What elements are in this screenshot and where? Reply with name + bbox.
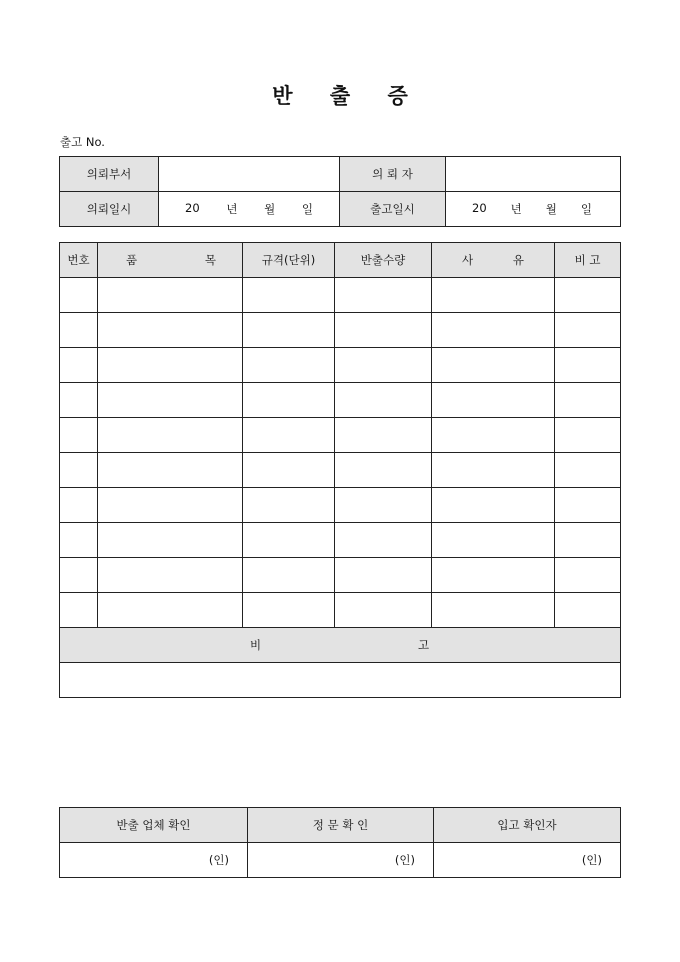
row-reason-cell[interactable] — [432, 278, 555, 313]
row-spec-cell[interactable] — [243, 348, 335, 383]
row-item-cell[interactable] — [98, 278, 243, 313]
header-reason-b: 유 — [512, 253, 524, 267]
request-date-label: 의뢰일시 — [60, 192, 159, 227]
remarks-body-row — [60, 663, 621, 698]
doc-no-label: 출고 No. — [60, 135, 105, 149]
request-dept-label: 의뢰부서 — [60, 157, 159, 192]
row-reason-cell[interactable] — [432, 488, 555, 523]
remarks-label-b: 고 — [418, 638, 430, 652]
row-spec-cell[interactable] — [243, 593, 335, 628]
row-no-cell[interactable] — [60, 453, 98, 488]
seal-mark: (인) — [208, 853, 229, 867]
row-note-cell[interactable] — [555, 418, 621, 453]
row-no-cell[interactable] — [60, 558, 98, 593]
row-qty-cell[interactable] — [335, 313, 432, 348]
table-row — [60, 453, 621, 488]
row-qty-cell[interactable] — [335, 488, 432, 523]
confirm-seal-row — [60, 843, 621, 878]
request-month-label: 월 — [264, 202, 276, 216]
row-qty-cell[interactable] — [335, 278, 432, 313]
request-year-prefix: 20 — [185, 201, 200, 215]
receiver-confirm-label: 입고 확인자 — [434, 808, 621, 843]
remarks-header — [60, 628, 621, 663]
row-reason-cell[interactable] — [432, 418, 555, 453]
row-note-cell[interactable] — [555, 383, 621, 418]
row-note-cell[interactable] — [555, 313, 621, 348]
release-day-label: 일 — [580, 202, 592, 216]
header-reason-a: 사 — [462, 253, 474, 267]
row-item-cell[interactable] — [98, 453, 243, 488]
table-row — [60, 593, 621, 628]
header-note: 비 고 — [555, 243, 621, 278]
row-note-cell[interactable] — [555, 278, 621, 313]
header-item-a: 품 — [126, 253, 138, 267]
row-note-cell[interactable] — [555, 523, 621, 558]
header-item-b: 목 — [204, 253, 216, 267]
row-spec-cell[interactable] — [243, 313, 335, 348]
row-qty-cell[interactable] — [335, 348, 432, 383]
row-spec-cell[interactable] — [243, 488, 335, 523]
row-note-cell[interactable] — [555, 488, 621, 523]
title-char-1: 반 — [272, 83, 293, 108]
row-qty-cell[interactable] — [335, 558, 432, 593]
row-item-cell[interactable] — [98, 558, 243, 593]
remarks-area[interactable] — [60, 663, 621, 698]
header-qty: 반출수량 — [335, 243, 432, 278]
row-qty-cell[interactable] — [335, 523, 432, 558]
seal-mark: (인) — [581, 853, 602, 867]
gate-confirm-label: 정 문 확 인 — [248, 808, 434, 843]
row-qty-cell[interactable] — [335, 593, 432, 628]
row-note-cell[interactable] — [555, 593, 621, 628]
row-item-cell[interactable] — [98, 313, 243, 348]
row-no-cell[interactable] — [60, 523, 98, 558]
row-no-cell[interactable] — [60, 488, 98, 523]
release-date-field[interactable] — [446, 192, 621, 227]
info-row-2 — [60, 192, 621, 227]
row-reason-cell[interactable] — [432, 558, 555, 593]
request-dept-field[interactable] — [159, 157, 340, 192]
row-item-cell[interactable] — [98, 418, 243, 453]
row-reason-cell[interactable] — [432, 313, 555, 348]
row-no-cell[interactable] — [60, 593, 98, 628]
row-no-cell[interactable] — [60, 418, 98, 453]
row-item-cell[interactable] — [98, 348, 243, 383]
vendor-seal-field[interactable] — [60, 843, 248, 878]
row-note-cell[interactable] — [555, 558, 621, 593]
row-note-cell[interactable] — [555, 453, 621, 488]
row-qty-cell[interactable] — [335, 418, 432, 453]
table-row — [60, 488, 621, 523]
row-spec-cell[interactable] — [243, 558, 335, 593]
table-row — [60, 278, 621, 313]
row-no-cell[interactable] — [60, 278, 98, 313]
row-spec-cell[interactable] — [243, 453, 335, 488]
row-note-cell[interactable] — [555, 348, 621, 383]
row-item-cell[interactable] — [98, 488, 243, 523]
row-item-cell[interactable] — [98, 383, 243, 418]
request-year-label: 년 — [226, 202, 238, 216]
row-reason-cell[interactable] — [432, 383, 555, 418]
release-year-label: 년 — [510, 202, 522, 216]
request-date-field[interactable] — [159, 192, 340, 227]
row-no-cell[interactable] — [60, 313, 98, 348]
release-date-label: 출고일시 — [340, 192, 446, 227]
gate-seal-field[interactable] — [248, 843, 434, 878]
items-table — [59, 242, 621, 698]
table-row — [60, 523, 621, 558]
seal-mark: (인) — [394, 853, 415, 867]
row-qty-cell[interactable] — [335, 383, 432, 418]
release-month-label: 월 — [545, 202, 557, 216]
table-row — [60, 418, 621, 453]
row-spec-cell[interactable] — [243, 523, 335, 558]
header-spec: 규격(단위) — [243, 243, 335, 278]
request-info-table — [59, 156, 621, 227]
row-reason-cell[interactable] — [432, 593, 555, 628]
release-year-prefix: 20 — [472, 201, 487, 215]
requester-label: 의 뢰 자 — [340, 157, 446, 192]
row-reason-cell[interactable] — [432, 348, 555, 383]
items-header-row — [60, 243, 621, 278]
title-char-2: 출 — [329, 83, 351, 108]
document-title — [0, 80, 680, 110]
table-row — [60, 383, 621, 418]
request-day-label: 일 — [301, 202, 313, 216]
header-item — [98, 243, 243, 278]
row-reason-cell[interactable] — [432, 523, 555, 558]
info-row-1 — [60, 157, 621, 192]
row-no-cell[interactable] — [60, 348, 98, 383]
remarks-header-row — [60, 628, 621, 663]
row-qty-cell[interactable] — [335, 453, 432, 488]
vendor-confirm-label: 반출 업체 확인 — [60, 808, 248, 843]
row-spec-cell[interactable] — [243, 278, 335, 313]
table-row — [60, 558, 621, 593]
row-spec-cell[interactable] — [243, 418, 335, 453]
table-row — [60, 348, 621, 383]
row-item-cell[interactable] — [98, 593, 243, 628]
row-reason-cell[interactable] — [432, 453, 555, 488]
requester-field[interactable] — [446, 157, 621, 192]
confirm-table — [59, 807, 621, 878]
row-spec-cell[interactable] — [243, 383, 335, 418]
remarks-label-a: 비 — [250, 638, 262, 652]
row-no-cell[interactable] — [60, 383, 98, 418]
header-reason — [432, 243, 555, 278]
confirm-header-row — [60, 808, 621, 843]
title-char-3: 증 — [387, 83, 408, 108]
table-row — [60, 313, 621, 348]
header-no: 번호 — [60, 243, 98, 278]
receiver-seal-field[interactable] — [434, 843, 621, 878]
row-item-cell[interactable] — [98, 523, 243, 558]
